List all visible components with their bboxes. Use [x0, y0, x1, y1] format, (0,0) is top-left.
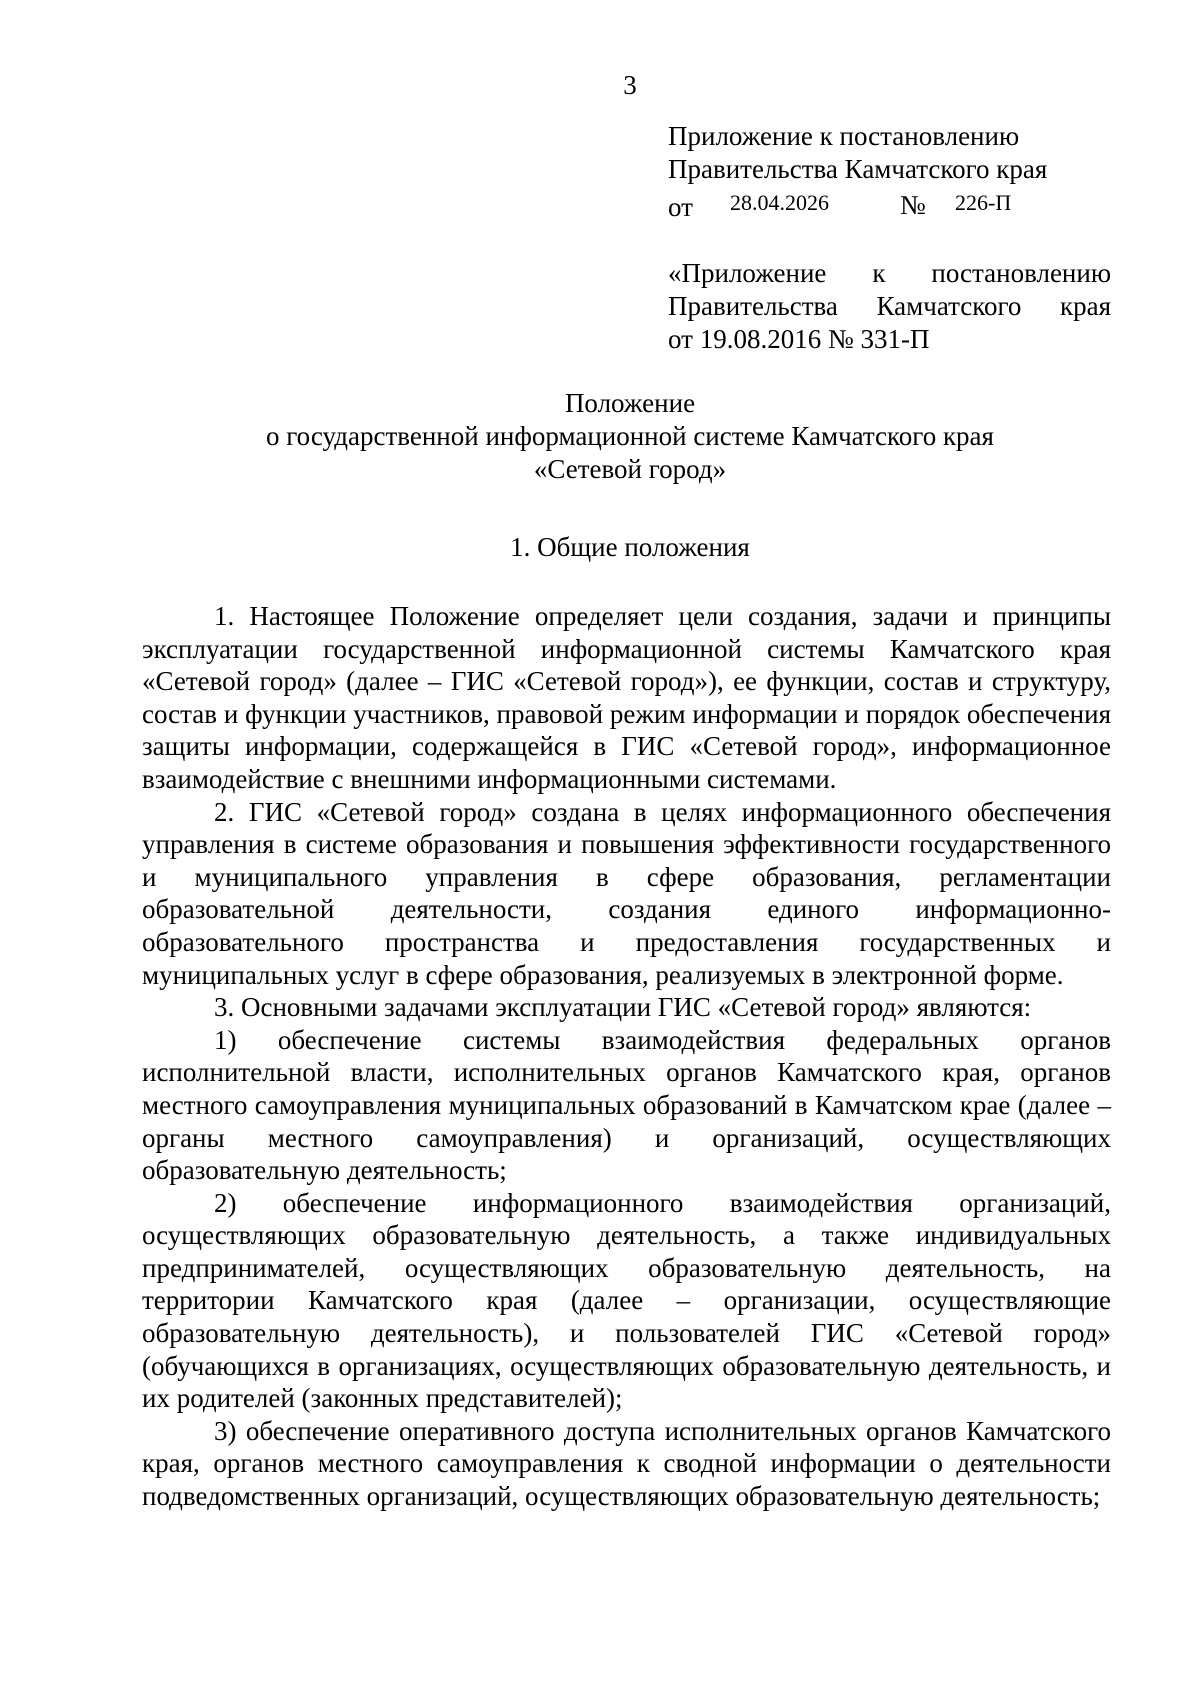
appendix-header — [668, 120, 1047, 220]
paragraph: 2. ГИС «Сетевой город» создана в целях информационного обеспечения управления в системе образования и повышения эффективности государственного и муниципального управления в сфере образования, регламентации образовательной деятельности, создания единого информационно-образовательного пространства и предоставления государственных и муниципальных услуг в сфере образования, реализуемых в электронной форме. — [142, 796, 1111, 990]
number-sign: № — [900, 190, 926, 220]
title-line-3: «Сетевой город» — [533, 454, 727, 484]
resolution-number: 226-П — [955, 190, 1012, 215]
paragraph: 1) обеспечение системы взаимодействия федеральных органов исполнительной власти, исполнительных органов Камчатского края, органов местного самоуправления муниципальных образований в Камчатском крае (далее – органы местного самоуправления) и организаций, осуществляющих образовательную деятельность; — [142, 1024, 1111, 1186]
ot-label: от — [668, 192, 693, 222]
section-title: 1. Общие положения — [510, 532, 750, 562]
body-text — [142, 600, 1111, 1513]
quoted-appendix-line-3: от 19.08.2016 № 331-П — [668, 324, 930, 354]
document-title — [0, 387, 1200, 486]
paragraph: 1. Настоящее Положение определяет цели создания, задачи и принципы эксплуатации государственной информационной системы Камчатского края «Сетевой город» (далее – ГИС «Сетевой город»), ее функции, состав и структуру, состав и функции участников, правовой режим информации и порядок обеспечения защиты информации, содержащейся в ГИС «Сетевой город», информационное взаимодействие с внешними информационными системами. — [142, 601, 1111, 794]
resolution-date: 28.04.2026 — [730, 190, 829, 215]
quoted-appendix — [668, 257, 1111, 356]
quoted-appendix-line-1: «Приложение к постановлению — [668, 258, 1111, 288]
appendix-line-1: Приложение к постановлению — [668, 121, 1020, 151]
quoted-appendix-line-2: Правительства Камчатского края — [668, 291, 1111, 321]
title-line-2: о государственной информационной системе Камчатского края — [266, 421, 994, 451]
page-number: 3 — [623, 70, 637, 100]
appendix-date-line — [668, 186, 1047, 220]
title-line-1: Положение — [564, 388, 696, 418]
paragraph: 3) обеспечение оперативного доступа исполнительных органов Камчатского края, органов местного самоуправления к сводной информации о деятельности подведомственных организаций, осуществляющих образовательную деятельность; — [142, 1415, 1111, 1512]
appendix-line-2: Правительства Камчатского края — [668, 154, 1048, 184]
paragraph: 3. Основными задачами эксплуатации ГИС «Сетевой город» являются: — [214, 992, 1032, 1023]
paragraph: 2) обеспечение информационного взаимодействия организаций, осуществляющих образовательную деятельность, а также индивидуальных предпринимателей, осуществляющих образовательную деятельность, на территории Камчатского края (далее – организации, осуществляющие образовательную деятельность), и пользователей ГИС «Сетевой город» (обучающихся в организациях, осуществляющих образовательную деятельность, и их родителей (законных представителей); — [142, 1187, 1111, 1414]
